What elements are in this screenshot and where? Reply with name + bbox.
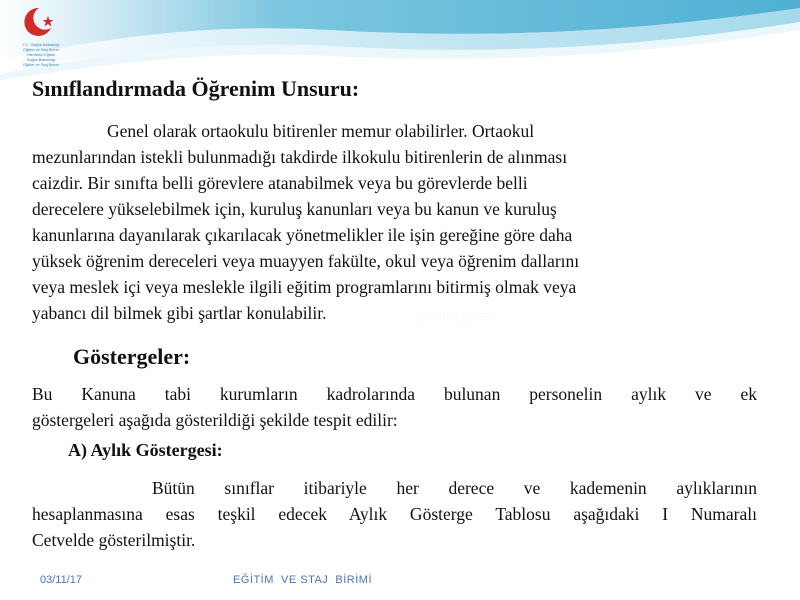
logo-caption-line: Eğitim ve Staj Birimi — [23, 62, 59, 67]
logo-caption-line: Sağlık Bakanlığı — [26, 57, 56, 62]
footer-date: 03/11/17 — [40, 574, 83, 586]
logo-org-name: T.C. Sağlık Bakanlığı — [22, 42, 60, 47]
paragraph-line: Bütün sınıflar itibariyle her derece ve kademenin aylıklarının — [152, 478, 757, 498]
crescent-star-icon — [8, 4, 70, 44]
paragraph-line: Genel olarak ortaokulu bitirenler memur olabilirler. Ortaokul — [107, 121, 535, 141]
section-title: Sınıflandırmada Öğrenim Unsuru: — [32, 76, 360, 101]
paragraph-line: yüksek öğrenim dereceleri veya muayyen fakülte, okul veya öğrenim dallarını — [32, 251, 580, 271]
paragraph-line: hesaplanmasına esas teşkil edecek Aylık Gösterge Tablosu aşağıdaki I Numaralı — [32, 504, 757, 524]
paragraph-line: derecelere yükselebilmek için, kuruluş kanunları veya bu kanun ve kuruluş — [32, 199, 557, 219]
paragraph-line: Cetvelde gösterilmiştir. — [32, 530, 196, 550]
paragraph-line: caizdir. Bir sınıfta belli görevlere atanabilmek veya bu görevlerde belli — [32, 173, 528, 193]
header-wave-decoration — [0, 0, 800, 80]
logo-caption-line: Eğitim ve Staj Birimi — [23, 47, 59, 52]
monthly-indicator-heading: A) Aylık Göstergesi: — [68, 440, 223, 460]
paragraph-line: yabancı dil bilmek gibi şartlar konulabilir. — [32, 303, 327, 323]
education-paragraph — [32, 118, 732, 326]
footer-unit-name: EĞİTİM VE STAJ BİRİMİ — [233, 574, 373, 586]
logo-caption — [6, 42, 76, 67]
logo-caption-line: Hizmetiçi Eğitim — [26, 52, 56, 57]
paragraph-line: göstergeleri aşağıda gösterildiği şekilde tespit edilir: — [32, 410, 398, 430]
indicators-title: Göstergeler: — [73, 344, 191, 369]
indicators-paragraph — [32, 381, 757, 433]
paragraph-line: Bu Kanuna tabi kurumların kadrolarında bulunan personelin aylık ve ek — [32, 384, 757, 404]
faded-background-text: Göstergeler — [415, 308, 494, 325]
paragraph-line: mezunlarından istekli bulunmadığı takdirde ilkokulu bitirenlerin de alınması — [32, 147, 568, 167]
monthly-indicator-paragraph — [32, 475, 757, 553]
paragraph-line: kanunlarına dayanılarak çıkarılacak yönetmelikler ile işin gereğine göre daha — [32, 225, 573, 245]
paragraph-line: veya meslek içi veya meslekle ilgili eğitim programlarını bitirmiş olmak veya — [32, 277, 577, 297]
